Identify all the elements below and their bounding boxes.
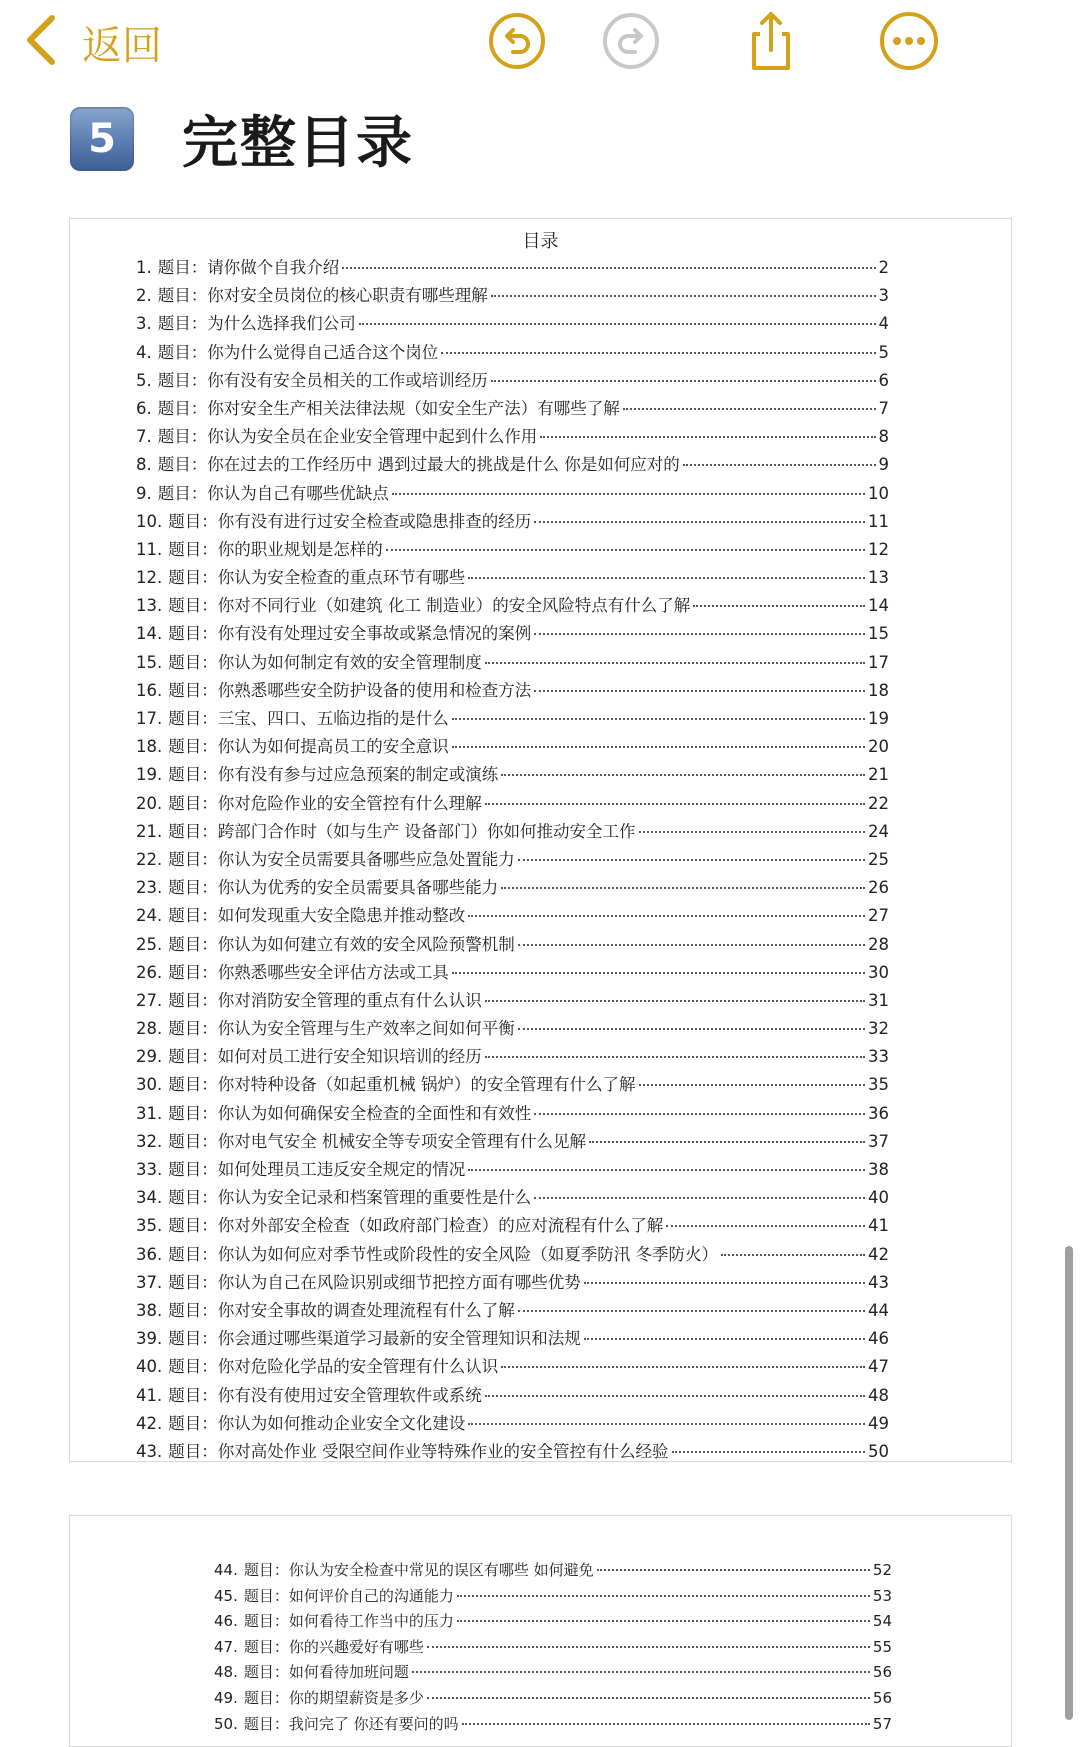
toc-item-number: 22. — [136, 849, 163, 869]
toc-item[interactable] — [136, 1325, 889, 1353]
toc-item[interactable] — [136, 282, 889, 310]
toc-leader-dots — [485, 803, 865, 805]
toc-item[interactable] — [136, 761, 889, 789]
toc-item-number: 30. — [136, 1075, 163, 1095]
toc-item-page: 4 — [878, 314, 889, 334]
toc-item[interactable] — [136, 423, 889, 451]
toc-item[interactable] — [214, 1585, 892, 1611]
toc-item-number: 14. — [136, 624, 163, 644]
section-heading — [70, 103, 414, 175]
toc-item-number: 40. — [136, 1357, 163, 1377]
toc-item-number: 49. — [214, 1688, 238, 1707]
toc-item-text: 题目：你认为如何建立有效的安全风险预警机制 — [168, 934, 515, 954]
toc-item-page: 26 — [868, 878, 889, 898]
toc-item-text: 题目：我问完了 你还有要问的吗 — [243, 1714, 459, 1733]
toc-leader-dots — [392, 493, 865, 495]
toc-item[interactable] — [136, 310, 889, 338]
undo-icon — [486, 57, 548, 76]
toc-item-text: 题目：你认为自己有哪些优缺点 — [157, 483, 389, 503]
toc-item-text: 题目：你有没有安全员相关的工作或培训经历 — [157, 370, 488, 390]
toc-item-page: 11 — [868, 511, 889, 531]
toc-leader-dots — [597, 1569, 870, 1571]
toc-leader-dots — [468, 1423, 865, 1425]
toc-item-page: 25 — [868, 849, 889, 869]
toc-item[interactable] — [136, 620, 889, 648]
toc-leader-dots — [468, 1169, 865, 1171]
toc-item-number: 6. — [136, 398, 152, 418]
toc-item[interactable] — [214, 1610, 892, 1636]
scrollbar[interactable] — [1065, 1246, 1073, 1720]
toc-item-page: 53 — [872, 1586, 892, 1605]
toc-item-text: 题目：你对安全员岗位的核心职责有哪些理解 — [157, 286, 488, 306]
toc-item-number: 35. — [136, 1216, 163, 1236]
toc-item-page: 8 — [878, 427, 889, 447]
toc-item-text: 题目：你认为如何推动企业安全文化建设 — [168, 1413, 466, 1433]
toc-item-page: 48 — [868, 1385, 889, 1405]
toc-item-page: 10 — [868, 483, 889, 503]
toc-item[interactable] — [214, 1636, 892, 1662]
toc-item-number: 13. — [136, 596, 163, 616]
toc-item-page: 22 — [868, 793, 889, 813]
toc-leader-dots — [452, 718, 865, 720]
toc-title: 目录 — [522, 231, 559, 252]
toc-item-page: 57 — [872, 1714, 892, 1733]
toc-item-text: 题目：你有没有使用过安全管理软件或系统 — [168, 1385, 482, 1405]
toc-leader-dots — [441, 352, 875, 354]
toc-item[interactable] — [136, 649, 889, 677]
toc-item-page: 40 — [868, 1188, 889, 1208]
toc-item-number: 12. — [136, 568, 163, 588]
toc-item-text: 题目：为什么选择我们公司 — [157, 314, 356, 334]
toc-item-page: 42 — [868, 1244, 889, 1264]
toc-item[interactable] — [136, 1382, 889, 1410]
toc-leader-dots — [485, 1395, 865, 1397]
more-icon — [878, 57, 940, 76]
toc-item-number: 24. — [136, 906, 163, 926]
toc-item-number: 33. — [136, 1160, 163, 1179]
toc-item-page: 32 — [868, 1019, 889, 1039]
toc-leader-dots — [518, 1310, 865, 1312]
toc-item-page: 15 — [868, 624, 889, 644]
toc-leader-dots — [584, 1282, 865, 1284]
toc-item-page: 54 — [872, 1612, 892, 1631]
toc-item-number: 1. — [136, 258, 152, 277]
toc-item[interactable] — [214, 1559, 892, 1585]
toc-item-page: 37 — [868, 1131, 889, 1151]
toc-leader-dots — [693, 605, 865, 607]
toc-leader-dots — [721, 1254, 865, 1256]
toc-item-number: 25. — [136, 934, 163, 954]
toc-item-number: 23. — [136, 878, 163, 898]
toc-item-text: 题目：如何看待加班问题 — [243, 1663, 409, 1682]
toc-item-text: 题目：你熟悉哪些安全防护设备的使用和检查方法 — [168, 680, 532, 700]
toc-item[interactable] — [136, 1128, 889, 1156]
redo-icon — [600, 57, 662, 76]
toc-item-page: 12 — [868, 539, 889, 559]
toc-leader-dots — [639, 1084, 866, 1086]
toc-item-text: 题目：你对不同行业（如建筑 化工 制造业）的安全风险特点有什么了解 — [168, 596, 691, 616]
toc-item[interactable] — [136, 733, 889, 761]
toc-item-page: 46 — [868, 1329, 889, 1349]
toc-item[interactable] — [136, 1297, 889, 1325]
toc-leader-dots — [485, 1056, 865, 1058]
toc-item-number: 31. — [136, 1103, 163, 1123]
toc-item-number: 17. — [136, 709, 163, 728]
toc-item-page: 43 — [868, 1272, 889, 1292]
document-page-1 — [69, 218, 1012, 1462]
toc-leader-dots — [462, 1723, 870, 1725]
toc-item[interactable] — [214, 1713, 892, 1739]
toc-leader-dots — [491, 380, 876, 382]
toc-item-number: 29. — [136, 1047, 163, 1067]
toc-item-number: 5. — [136, 370, 152, 390]
more-button[interactable] — [878, 10, 940, 72]
toc-item-number: 36. — [136, 1244, 163, 1264]
toc-item[interactable] — [136, 902, 889, 930]
toc-item[interactable] — [136, 1241, 889, 1269]
toc-item-page: 38 — [868, 1160, 889, 1179]
toc-item[interactable] — [136, 931, 889, 959]
toc-item-page: 2 — [878, 258, 889, 277]
toc-item-page: 20 — [868, 737, 889, 757]
toc-item-text: 题目：你认为自己在风险识别或细节把控方面有哪些优势 — [168, 1272, 581, 1292]
chevron-left-icon — [22, 14, 58, 70]
toc-item-text: 题目：你认为安全检查中常见的误区有哪些 如何避免 — [243, 1561, 594, 1579]
toc-item-text: 题目：你认为如何确保安全检查的全面性和有效性 — [168, 1103, 532, 1123]
toc-leader-dots — [501, 887, 865, 889]
toc-item-text: 题目：三宝、四口、五临边指的是什么 — [168, 709, 449, 728]
toc-item-text: 题目：你有没有处理过安全事故或紧急情况的案例 — [168, 624, 532, 644]
toc-item-page: 27 — [868, 906, 889, 926]
toc-item-text: 题目：你对电气安全 机械安全等专项安全管理有什么见解 — [168, 1131, 586, 1151]
number-badge: 5 — [70, 107, 134, 171]
toc-item-text: 题目：你的兴趣爱好有哪些 — [243, 1637, 424, 1656]
top-toolbar — [0, 0, 1080, 86]
toc-leader-dots — [359, 323, 876, 325]
toc-item-page: 19 — [868, 709, 889, 728]
toc-item-page: 18 — [868, 680, 889, 700]
toc-item-page: 21 — [868, 765, 889, 785]
toc-item-number: 43. — [136, 1441, 163, 1461]
toc-item[interactable] — [136, 592, 889, 620]
toc-leader-dots — [386, 549, 865, 551]
toc-item-page: 56 — [872, 1688, 892, 1707]
toc-item-page: 13 — [868, 568, 889, 588]
toc-item-page: 24 — [868, 821, 889, 841]
toc-item[interactable] — [136, 1156, 889, 1184]
undo-button[interactable] — [486, 10, 548, 72]
toc-item-number: 48. — [214, 1663, 238, 1682]
toc-item-page: 3 — [878, 286, 889, 306]
toc-item-number: 37. — [136, 1272, 163, 1292]
toc-item-text: 题目：你认为如何应对季节性或阶段性的安全风险（如夏季防汛 冬季防火） — [168, 1244, 718, 1264]
share-icon — [740, 57, 802, 76]
toc-leader-dots — [485, 1000, 865, 1002]
toc-item[interactable] — [136, 564, 889, 592]
toc-item-page: 30 — [868, 962, 889, 982]
toc-item-number: 44. — [214, 1561, 238, 1579]
toc-item-text: 题目：你的职业规划是怎样的 — [168, 539, 383, 559]
toc-item[interactable] — [136, 254, 889, 282]
toc-item-text: 题目：你在过去的工作经历中 遇到过最大的挑战是什么 你是如何应对的 — [157, 455, 680, 475]
toc-item-text: 题目：你认为安全管理与生产效率之间如何平衡 — [168, 1019, 515, 1039]
toc-item-text: 题目：你认为安全员需要具备哪些应急处置能力 — [168, 849, 515, 869]
toc-item[interactable] — [136, 818, 889, 846]
toc-item-text: 题目：你对安全生产相关法律法规（如安全生产法）有哪些了解 — [157, 398, 620, 418]
toc-item-number: 38. — [136, 1300, 163, 1320]
toc-item-number: 7. — [136, 427, 152, 447]
toc-item-page: 47 — [868, 1357, 889, 1377]
toc-item-number: 45. — [214, 1586, 238, 1605]
toc-item[interactable] — [136, 1100, 889, 1128]
toc-item-number: 10. — [136, 511, 163, 531]
toc-item-page: 17 — [868, 652, 889, 672]
toc-item-text: 题目：你认为如何提高员工的安全意识 — [168, 737, 449, 757]
toc-item[interactable] — [136, 677, 889, 705]
toc-item[interactable] — [136, 339, 889, 367]
toc-leader-dots — [534, 521, 865, 523]
toc-item-text: 题目：你会通过哪些渠道学习最新的安全管理知识和法规 — [168, 1329, 581, 1349]
toc-item-number: 42. — [136, 1413, 163, 1433]
toc-item-page: 49 — [868, 1413, 889, 1433]
toc-item-page: 55 — [872, 1637, 892, 1656]
toc-leader-dots — [452, 746, 865, 748]
toc-item-number: 46. — [214, 1612, 238, 1631]
toc-item-page: 50 — [868, 1441, 889, 1461]
toc-item[interactable] — [136, 874, 889, 902]
toc-item[interactable] — [136, 959, 889, 987]
toc-list — [136, 254, 889, 1466]
toc-leader-dots — [452, 972, 865, 974]
toc-leader-dots — [518, 1028, 865, 1030]
toc-item-page: 41 — [868, 1216, 889, 1236]
toc-item-text: 题目：你认为如何制定有效的安全管理制度 — [168, 652, 482, 672]
toc-item-number: 3. — [136, 314, 152, 334]
toc-leader-dots — [485, 662, 865, 664]
toc-item[interactable] — [136, 508, 889, 536]
toc-item-text: 题目：你认为安全记录和档案管理的重要性是什么 — [168, 1188, 532, 1208]
toc-item-page: 5 — [878, 342, 889, 362]
toc-item[interactable] — [136, 846, 889, 874]
toc-leader-dots — [672, 1451, 866, 1453]
toc-item[interactable] — [214, 1687, 892, 1713]
toc-item[interactable] — [136, 1071, 889, 1099]
toc-leader-dots — [683, 464, 876, 466]
share-button[interactable] — [740, 10, 802, 72]
toc-item-number: 8. — [136, 455, 152, 475]
toc-item-number: 9. — [136, 483, 152, 503]
toc-item[interactable] — [136, 790, 889, 818]
toc-leader-dots — [584, 1338, 865, 1340]
toc-item-number: 21. — [136, 821, 163, 841]
back-button[interactable] — [22, 12, 162, 72]
redo-button[interactable] — [600, 10, 662, 72]
document-page-2 — [69, 1515, 1012, 1747]
toc-leader-dots — [501, 774, 865, 776]
toc-item-page: 28 — [868, 934, 889, 954]
toc-list — [214, 1559, 892, 1738]
toc-item-number: 18. — [136, 737, 163, 757]
toc-item-text: 题目：你对特种设备（如起重机械 锅炉）的安全管理有什么了解 — [168, 1075, 636, 1095]
toc-item-number: 16. — [136, 680, 163, 700]
toc-item[interactable] — [136, 987, 889, 1015]
toc-item-text: 题目：如何评价自己的沟通能力 — [243, 1586, 454, 1605]
toc-item-text: 题目：你对外部安全检查（如政府部门检查）的应对流程有什么了解 — [168, 1216, 664, 1236]
toc-leader-dots — [468, 915, 865, 917]
toc-leader-dots — [427, 1697, 870, 1699]
toc-item[interactable] — [136, 1269, 889, 1297]
toc-item-page: 31 — [868, 990, 889, 1010]
toc-item-text: 题目：你对危险作业的安全管控有什么理解 — [168, 793, 482, 813]
toc-item[interactable] — [136, 1043, 889, 1071]
toc-leader-dots — [534, 1113, 865, 1115]
toc-leader-dots — [534, 633, 865, 635]
toc-item-number: 2. — [136, 286, 152, 306]
toc-item-number: 28. — [136, 1019, 163, 1039]
toc-item-number: 20. — [136, 793, 163, 813]
toc-item[interactable] — [136, 451, 889, 479]
toc-item-page: 35 — [868, 1075, 889, 1095]
toc-item-number: 11. — [136, 539, 163, 559]
toc-leader-dots — [540, 436, 875, 438]
toc-item[interactable] — [136, 705, 889, 733]
toc-item-text: 题目：如何发现重大安全隐患并推动整改 — [168, 906, 466, 926]
toc-item-text: 题目：你的期望薪资是多少 — [243, 1688, 424, 1707]
toc-leader-dots — [501, 1366, 865, 1368]
toc-leader-dots — [491, 295, 876, 297]
toc-leader-dots — [534, 1197, 865, 1199]
toc-item[interactable] — [136, 536, 889, 564]
toc-leader-dots — [518, 944, 865, 946]
toc-item-text: 题目：你认为安全检查的重点环节有哪些 — [168, 568, 466, 588]
toc-item-number: 39. — [136, 1329, 163, 1349]
toc-item[interactable] — [136, 1184, 889, 1212]
toc-leader-dots — [589, 1141, 865, 1143]
toc-item-text: 题目：你为什么觉得自己适合这个岗位 — [157, 342, 439, 362]
toc-item-number: 27. — [136, 990, 163, 1010]
toc-leader-dots — [427, 1646, 870, 1648]
toc-item-number: 47. — [214, 1637, 238, 1656]
toc-item-number: 50. — [214, 1714, 238, 1733]
toc-item[interactable] — [136, 480, 889, 508]
toc-item-number: 4. — [136, 342, 152, 362]
toc-item-number: 41. — [136, 1385, 163, 1405]
toc-item[interactable] — [136, 1438, 889, 1466]
toc-item-page: 56 — [872, 1663, 892, 1682]
toc-item-page: 14 — [868, 596, 889, 616]
toc-item-number: 26. — [136, 962, 163, 982]
toc-item-text: 题目：跨部门合作时（如与生产 设备部门）你如何推动安全工作 — [168, 821, 636, 841]
toc-item-text: 题目：你对高处作业 受限空间作业等特殊作业的安全管控有什么经验 — [168, 1441, 669, 1461]
toc-item-number: 32. — [136, 1131, 163, 1151]
toc-item-text: 题目：你有没有参与过应急预案的制定或演练 — [168, 765, 499, 785]
toc-item[interactable] — [136, 1410, 889, 1438]
page-title: 完整目录 — [182, 111, 414, 176]
toc-leader-dots — [623, 408, 876, 410]
toc-item-text: 题目：如何看待工作当中的压力 — [243, 1612, 454, 1631]
toc-item[interactable] — [136, 1353, 889, 1381]
toc-item-text: 题目：如何对员工进行安全知识培训的经历 — [168, 1047, 482, 1067]
toc-item-page: 9 — [878, 455, 889, 475]
toc-leader-dots — [457, 1620, 870, 1622]
toc-leader-dots — [468, 577, 865, 579]
toc-leader-dots — [518, 859, 865, 861]
toc-item-page: 52 — [872, 1561, 892, 1579]
toc-item-text: 题目：你认为优秀的安全员需要具备哪些能力 — [168, 878, 499, 898]
toc-leader-dots — [666, 1225, 865, 1227]
toc-item-number: 34. — [136, 1188, 163, 1208]
toc-item-page: 33 — [868, 1047, 889, 1067]
toc-leader-dots — [639, 831, 866, 833]
toc-item[interactable] — [136, 367, 889, 395]
back-label: 返回 — [82, 22, 162, 69]
toc-item-text: 题目：你对安全事故的调查处理流程有什么了解 — [168, 1300, 515, 1320]
toc-leader-dots — [342, 267, 875, 269]
toc-item-text: 题目：你有没有进行过安全检查或隐患排查的经历 — [168, 511, 532, 531]
toc-leader-dots — [412, 1671, 870, 1673]
toc-item[interactable] — [214, 1661, 892, 1687]
toc-item[interactable] — [136, 1015, 889, 1043]
toc-item[interactable] — [136, 395, 889, 423]
toc-leader-dots — [534, 690, 865, 692]
toc-item-text: 题目：如何处理员工违反安全规定的情况 — [168, 1160, 466, 1179]
toc-item-text: 题目：请你做个自我介绍 — [157, 258, 340, 277]
toc-item-page: 7 — [878, 398, 889, 418]
toc-item-number: 19. — [136, 765, 163, 785]
toc-item-text: 题目：你认为安全员在企业安全管理中起到什么作用 — [157, 427, 538, 447]
toc-item-page: 44 — [868, 1300, 889, 1320]
toc-item-page: 36 — [868, 1103, 889, 1123]
toc-item-text: 题目：你对消防安全管理的重点有什么认识 — [168, 990, 482, 1010]
toc-item[interactable] — [136, 1212, 889, 1240]
toc-item-text: 题目：你熟悉哪些安全评估方法或工具 — [168, 962, 449, 982]
toc-item-number: 15. — [136, 652, 163, 672]
toc-item-text: 题目：你对危险化学品的安全管理有什么认识 — [168, 1357, 499, 1377]
toc-leader-dots — [457, 1595, 870, 1597]
toc-item-page: 6 — [878, 370, 889, 390]
